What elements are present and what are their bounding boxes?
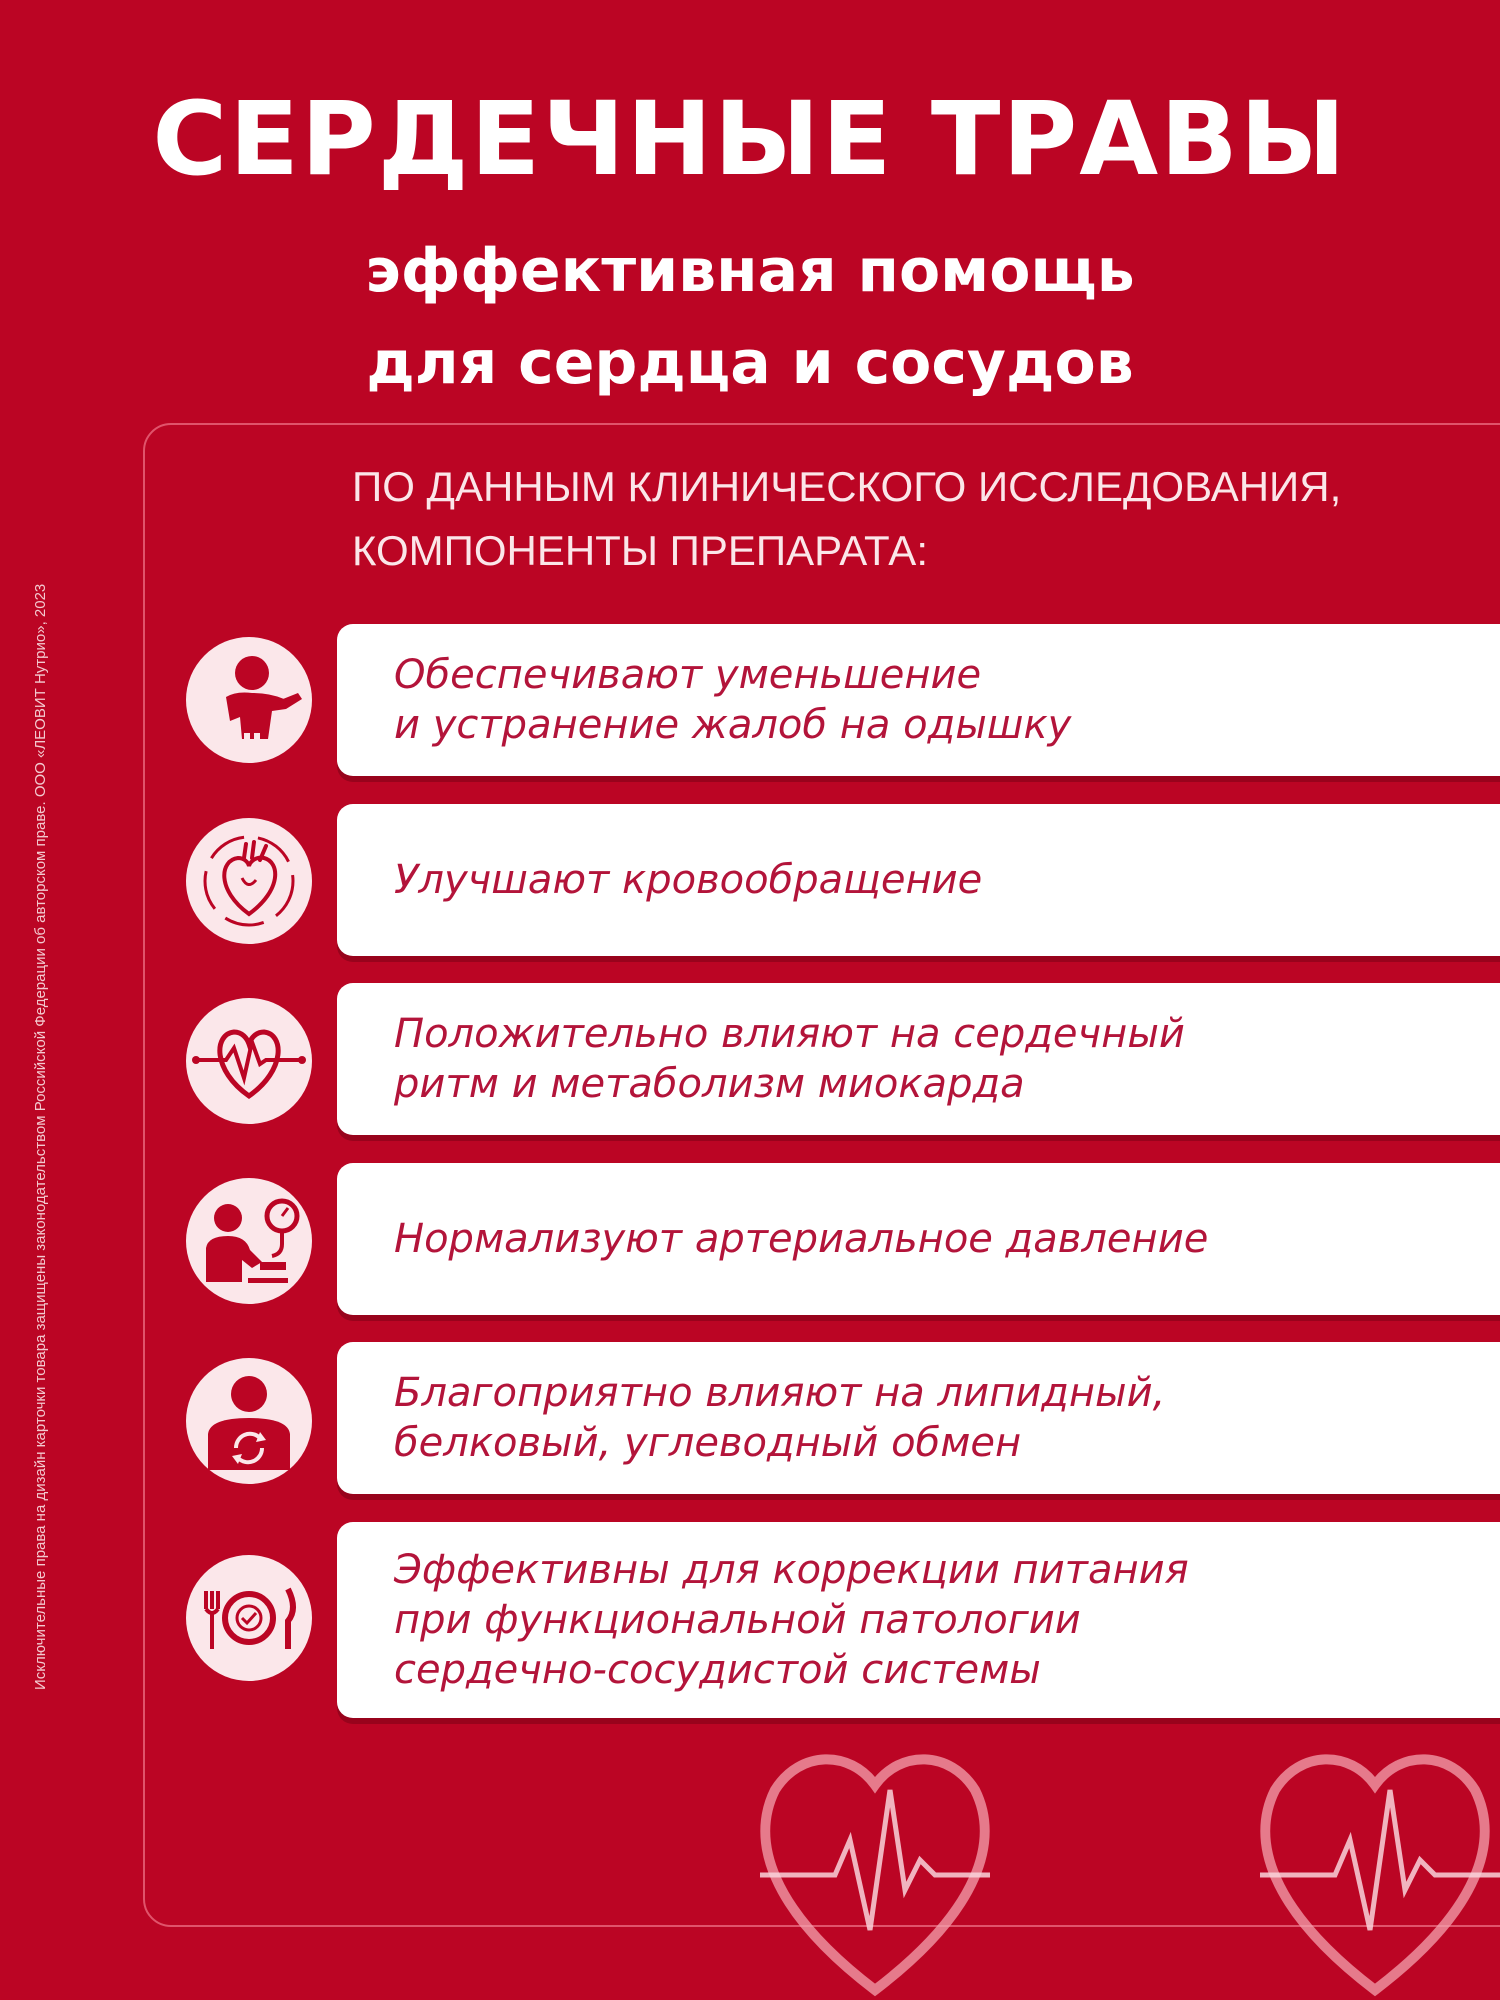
study-heading (352, 455, 1482, 583)
heartbeat-hearts-decoration (0, 1700, 1500, 2000)
subtitle-line: эффективная помощь (365, 236, 1135, 306)
subtitle-line: для сердца и сосудов (366, 328, 1134, 398)
page-title: СЕРДЕЧНЫЕ ТРАВЫ (152, 80, 1348, 199)
benefit-line: и устранение жалоб на одышку (394, 702, 1072, 748)
benefit-line: Обеспечивают уменьшение (394, 652, 982, 698)
benefit-text (394, 855, 982, 905)
benefit-text (394, 1009, 1185, 1109)
benefit-line: белковый, углеводный обмен (394, 1420, 1022, 1466)
nutrition-plate-icon (186, 1555, 312, 1681)
benefit-card (337, 1342, 1500, 1494)
benefit-line: сердечно-сосудистой системы (394, 1647, 1041, 1693)
benefit-line: Улучшают кровообращение (394, 857, 983, 903)
benefit-line: Положительно влияют на сердечный (394, 1011, 1185, 1057)
heart-rhythm-icon (186, 998, 312, 1124)
metabolism-icon (186, 1358, 312, 1484)
benefit-card (337, 983, 1500, 1135)
benefit-line: Нормализуют артериальное давление (394, 1216, 1209, 1262)
heart-circulation-icon (186, 818, 312, 944)
benefit-card (337, 1163, 1500, 1315)
benefit-line: при функциональной патологии (394, 1597, 1081, 1643)
benefit-text (394, 650, 1071, 750)
page-subtitle (0, 225, 1500, 409)
benefit-line: Эффективны для коррекции питания (394, 1547, 1189, 1593)
benefit-card (337, 804, 1500, 956)
copyright-notice: Исключительные права на дизайн карточки товара защищены законодательством Российской Федерации об авторском праве. ООО «ЛЕОВИТ Нутрио», 2023 (32, 583, 49, 1690)
benefit-line: Благоприятно влияют на липидный, (394, 1370, 1166, 1416)
benefit-text (394, 1368, 1165, 1468)
shortness-of-breath-icon (186, 637, 312, 763)
study-heading-line: ПО ДАННЫМ КЛИНИЧЕСКОГО ИССЛЕДОВАНИЯ, (352, 463, 1342, 510)
benefit-card (337, 624, 1500, 776)
benefit-line: ритм и метаболизм миокарда (394, 1061, 1025, 1107)
blood-pressure-icon (186, 1178, 312, 1304)
benefit-card (337, 1522, 1500, 1718)
benefit-text (394, 1214, 1208, 1264)
benefit-text (394, 1545, 1189, 1695)
study-heading-line: КОМПОНЕНТЫ ПРЕПАРАТА: (352, 527, 928, 574)
